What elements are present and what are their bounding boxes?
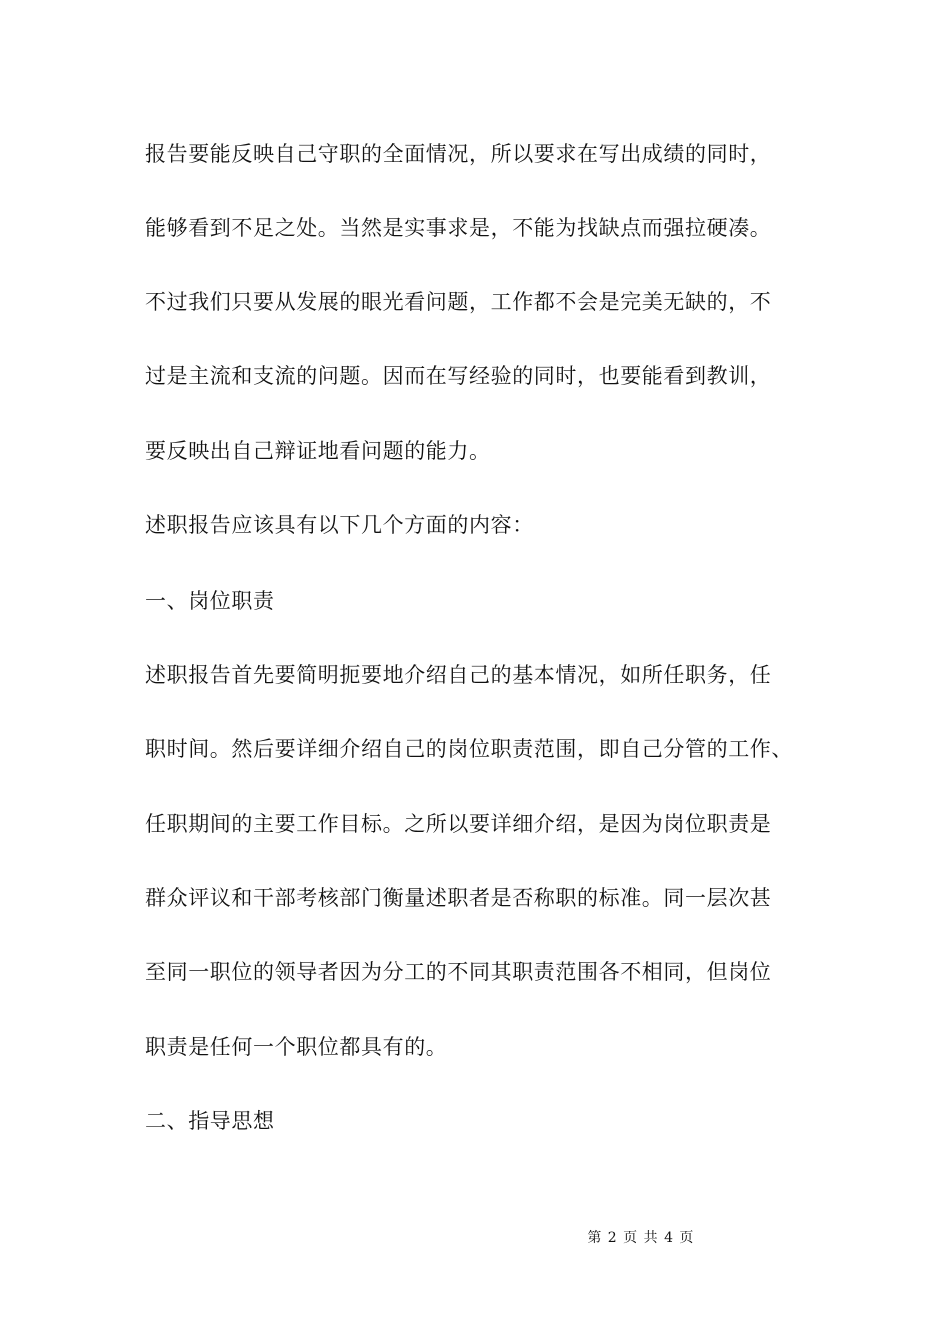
- paragraph-line: 报告要能反映自己守职的全面情况，所以要求在写出成绩的同时，: [145, 142, 772, 166]
- paragraph-line: 述职报告应该具有以下几个方面的内容：: [145, 513, 534, 537]
- paragraph-line: 要反映出自己辩证地看问题的能力。: [145, 439, 491, 463]
- paragraph-line: 不过我们只要从发展的眼光看问题，工作都不会是完美无缺的，不: [145, 290, 772, 314]
- section-heading: 一、岗位职责: [145, 589, 275, 613]
- paragraph-line: 至同一职位的领导者因为分工的不同其职责范围各不相同，但岗位: [145, 960, 772, 984]
- paragraph-line: 职责是任何一个职位都具有的。: [145, 1035, 448, 1059]
- paragraph-line: 能够看到不足之处。当然是实事求是，不能为找缺点而强拉硬凑。: [145, 216, 772, 240]
- paragraph-line: 任职期间的主要工作目标。之所以要详细介绍，是因为岗位职责是: [145, 812, 772, 836]
- paragraph-line: 群众评议和干部考核部门衡量述职者是否称职的标准。同一层次甚: [145, 886, 772, 910]
- section-heading: 二、指导思想: [145, 1109, 275, 1133]
- paragraph-line: 职时间。然后要详细介绍自己的岗位职责范围，即自己分管的工作、: [145, 737, 793, 761]
- paragraph-line: 过是主流和支流的问题。因而在写经验的同时，也要能看到教训，: [145, 364, 772, 388]
- paragraph-line: 述职报告首先要简明扼要地介绍自己的基本情况，如所任职务，任: [145, 663, 772, 687]
- page-footer: [0, 1208, 950, 1268]
- page-number: 第 2 页 共 4 页: [587, 1230, 695, 1246]
